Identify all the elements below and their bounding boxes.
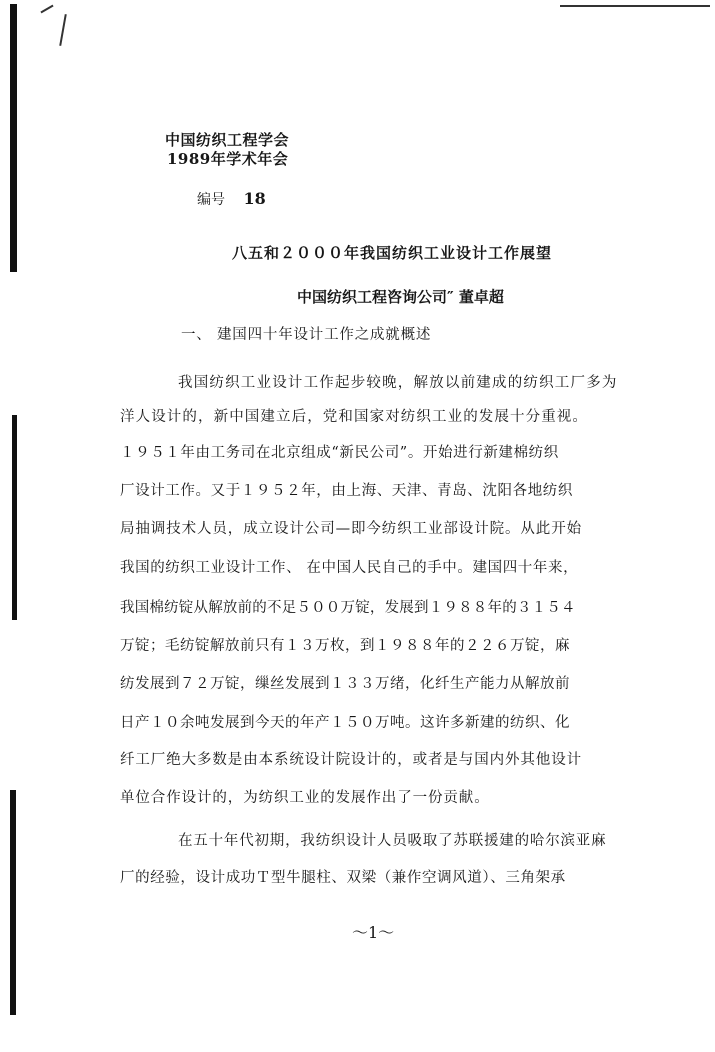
paragraph-line: 万锭；毛纺锭解放前只有１３万枚，到１９８８年的２２６万锭，麻 <box>120 638 570 654</box>
paragraph-line: 纺发展到７２万锭，缫丝发展到１３３万绪，化纤生产能力从解放前 <box>120 676 570 692</box>
document-number-value: 18 <box>243 189 266 208</box>
section-heading: 一、 建国四十年设计工作之成就概述 <box>181 327 432 343</box>
header-meeting: 1989年学术年会 <box>167 150 289 168</box>
paragraph-line: 日产１０余吨发展到今天的年产１５０万吨。这许多新建的纺织、化 <box>120 715 570 731</box>
scan-edge-mark-left-middle <box>12 415 17 620</box>
paragraph-line: 厂的经验，设计成功Ｔ型牛腿柱、双梁（兼作空调风道）、三角架承 <box>120 870 566 886</box>
scan-edge-mark-left-top <box>10 4 17 272</box>
paragraph-line: 局抽调技术人员，成立设计公司—即今纺织工业部设计院。从此开始 <box>120 521 582 537</box>
header-org: 中国纺织工程学会 <box>165 131 290 149</box>
document-title: 八五和２０００年我国纺织工业设计工作展望 <box>232 244 553 262</box>
document-number <box>197 189 266 209</box>
paragraph-line: 我国纺织工业设计工作起步较晚，解放以前建成的纺织工厂多为 <box>178 375 618 391</box>
paragraph-line: 我国棉纺锭从解放前的不足５００万锭，发展到１９８８年的３１５４ <box>120 600 576 616</box>
paragraph-line: 洋人设计的，新中国建立后，党和国家对纺织工业的发展十分重视。 <box>120 409 588 425</box>
document-number-label: 编号 <box>197 192 225 208</box>
scan-corner-mark <box>40 5 53 14</box>
paragraph-line: １９５１年由工务司在北京组成“新民公司”。开始进行新建棉纺织 <box>120 445 559 461</box>
paragraph-line: 纤工厂绝大多数是由本系统设计院设计的，或者是与国内外其他设计 <box>120 752 582 768</box>
paragraph-line: 我国的纺织工业设计工作、 在中国人民自己的手中。建国四十年来， <box>120 560 579 576</box>
scan-edge-mark-top <box>560 5 710 7</box>
scan-edge-mark-left-bottom <box>10 790 16 1015</box>
paragraph-line: 在五十年代初期，我纺织设计人员吸取了苏联援建的哈尔滨亚麻 <box>178 833 607 849</box>
paragraph-line: 单位合作设计的，为纺织工业的发展作出了一份贡献。 <box>120 790 490 806</box>
page-number: ～1～ <box>352 923 395 942</box>
author-line: 中国纺织工程咨询公司″ 董卓超 <box>297 288 504 306</box>
paragraph-line: 厂设计工作。又于１９５２年，由上海、天津、青岛、沈阳各地纺织 <box>120 483 573 499</box>
scan-corner-mark-2 <box>59 14 67 46</box>
